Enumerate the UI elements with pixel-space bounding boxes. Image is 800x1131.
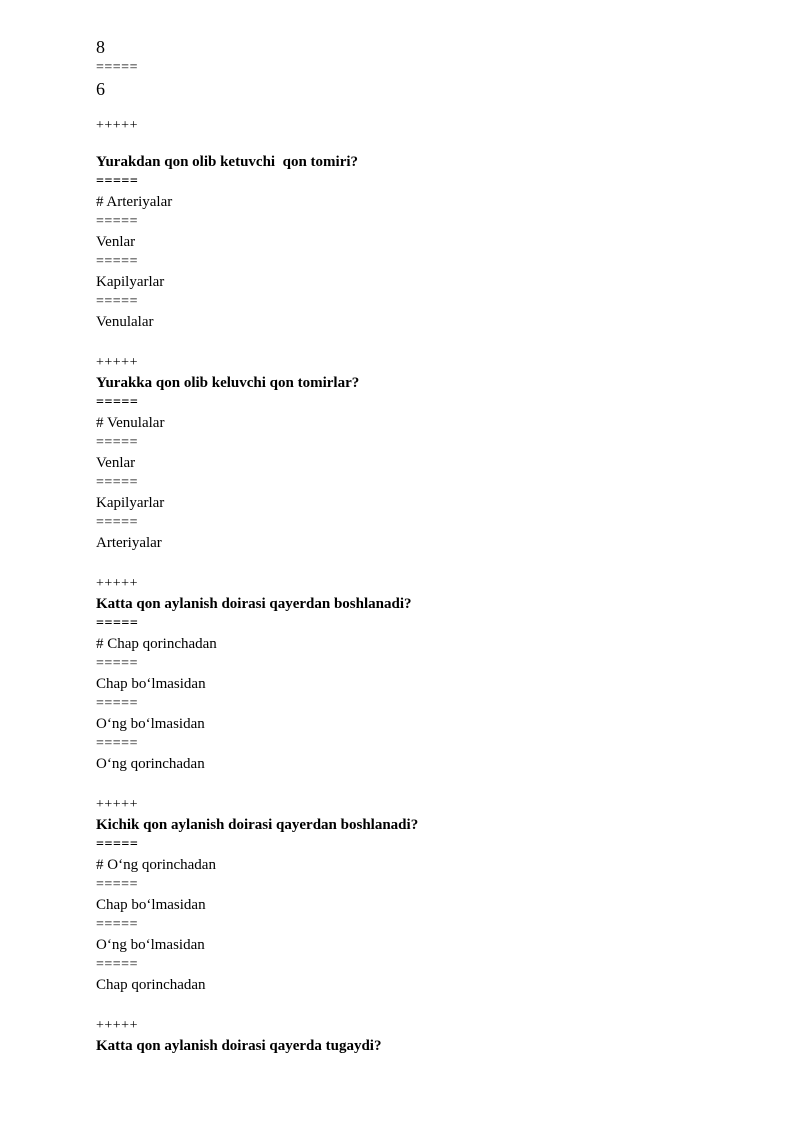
answer-option: Venlar [96, 234, 136, 250]
number-line: 8 [96, 37, 105, 57]
separator: ===== [96, 957, 138, 972]
separator: ===== [96, 696, 138, 711]
separator: ===== [96, 917, 138, 932]
question-text: Katta qon aylanish doirasi qayerdan boshlanadi? [96, 596, 412, 612]
separator: ===== [96, 736, 138, 751]
answer-option: O‘ng bo‘lmasidan [96, 937, 205, 953]
question-block [96, 152, 756, 332]
separator: ===== [96, 435, 138, 450]
separator: ===== [96, 515, 138, 530]
answer-option: Venlar [96, 455, 136, 471]
question-block [96, 1036, 756, 1056]
separator: ===== [96, 60, 138, 75]
answer-option: Chap bo‘lmasidan [96, 897, 206, 913]
document-page [96, 36, 756, 1056]
block-separator: +++++ [96, 797, 138, 812]
question-block [96, 373, 756, 553]
block-separator: +++++ [96, 118, 138, 133]
question-block [96, 594, 756, 774]
separator: ===== [96, 837, 139, 852]
question-text: Yurakdan qon olib ketuvchi qon tomiri? [96, 154, 359, 170]
question-text: Kichik qon aylanish doirasi qayerdan boshlanadi? [96, 817, 419, 833]
answer-option: Kapilyarlar [96, 495, 165, 511]
separator: ===== [96, 475, 138, 490]
block-separator: +++++ [96, 576, 138, 591]
answer-option: O‘ng qorinchadan [96, 756, 205, 772]
answer-option: Chap bo‘lmasidan [96, 676, 206, 692]
separator: ===== [96, 294, 138, 309]
separator: ===== [96, 214, 138, 229]
answer-option: # Arteriyalar [96, 194, 173, 210]
block-separator: +++++ [96, 355, 138, 370]
answer-option: O‘ng bo‘lmasidan [96, 716, 205, 732]
separator: ===== [96, 174, 139, 189]
separator: ===== [96, 616, 139, 631]
number-line: 6 [96, 79, 105, 99]
question-text: Katta qon aylanish doirasi qayerda tugaydi? [96, 1038, 382, 1054]
answer-option: # Chap qorinchadan [96, 636, 217, 652]
answer-option: Venulalar [96, 314, 154, 330]
separator: ===== [96, 877, 138, 892]
answer-option: # Venulalar [96, 415, 165, 431]
question-block [96, 815, 756, 995]
answer-option: Arteriyalar [96, 535, 162, 551]
block-separator: +++++ [96, 1018, 138, 1033]
separator: ===== [96, 656, 138, 671]
separator: ===== [96, 254, 138, 269]
separator: ===== [96, 395, 139, 410]
answer-option: # O‘ng qorinchadan [96, 857, 216, 873]
question-text: Yurakka qon olib keluvchi qon tomirlar? [96, 375, 360, 391]
answer-option: Chap qorinchadan [96, 977, 206, 993]
answer-option: Kapilyarlar [96, 274, 165, 290]
